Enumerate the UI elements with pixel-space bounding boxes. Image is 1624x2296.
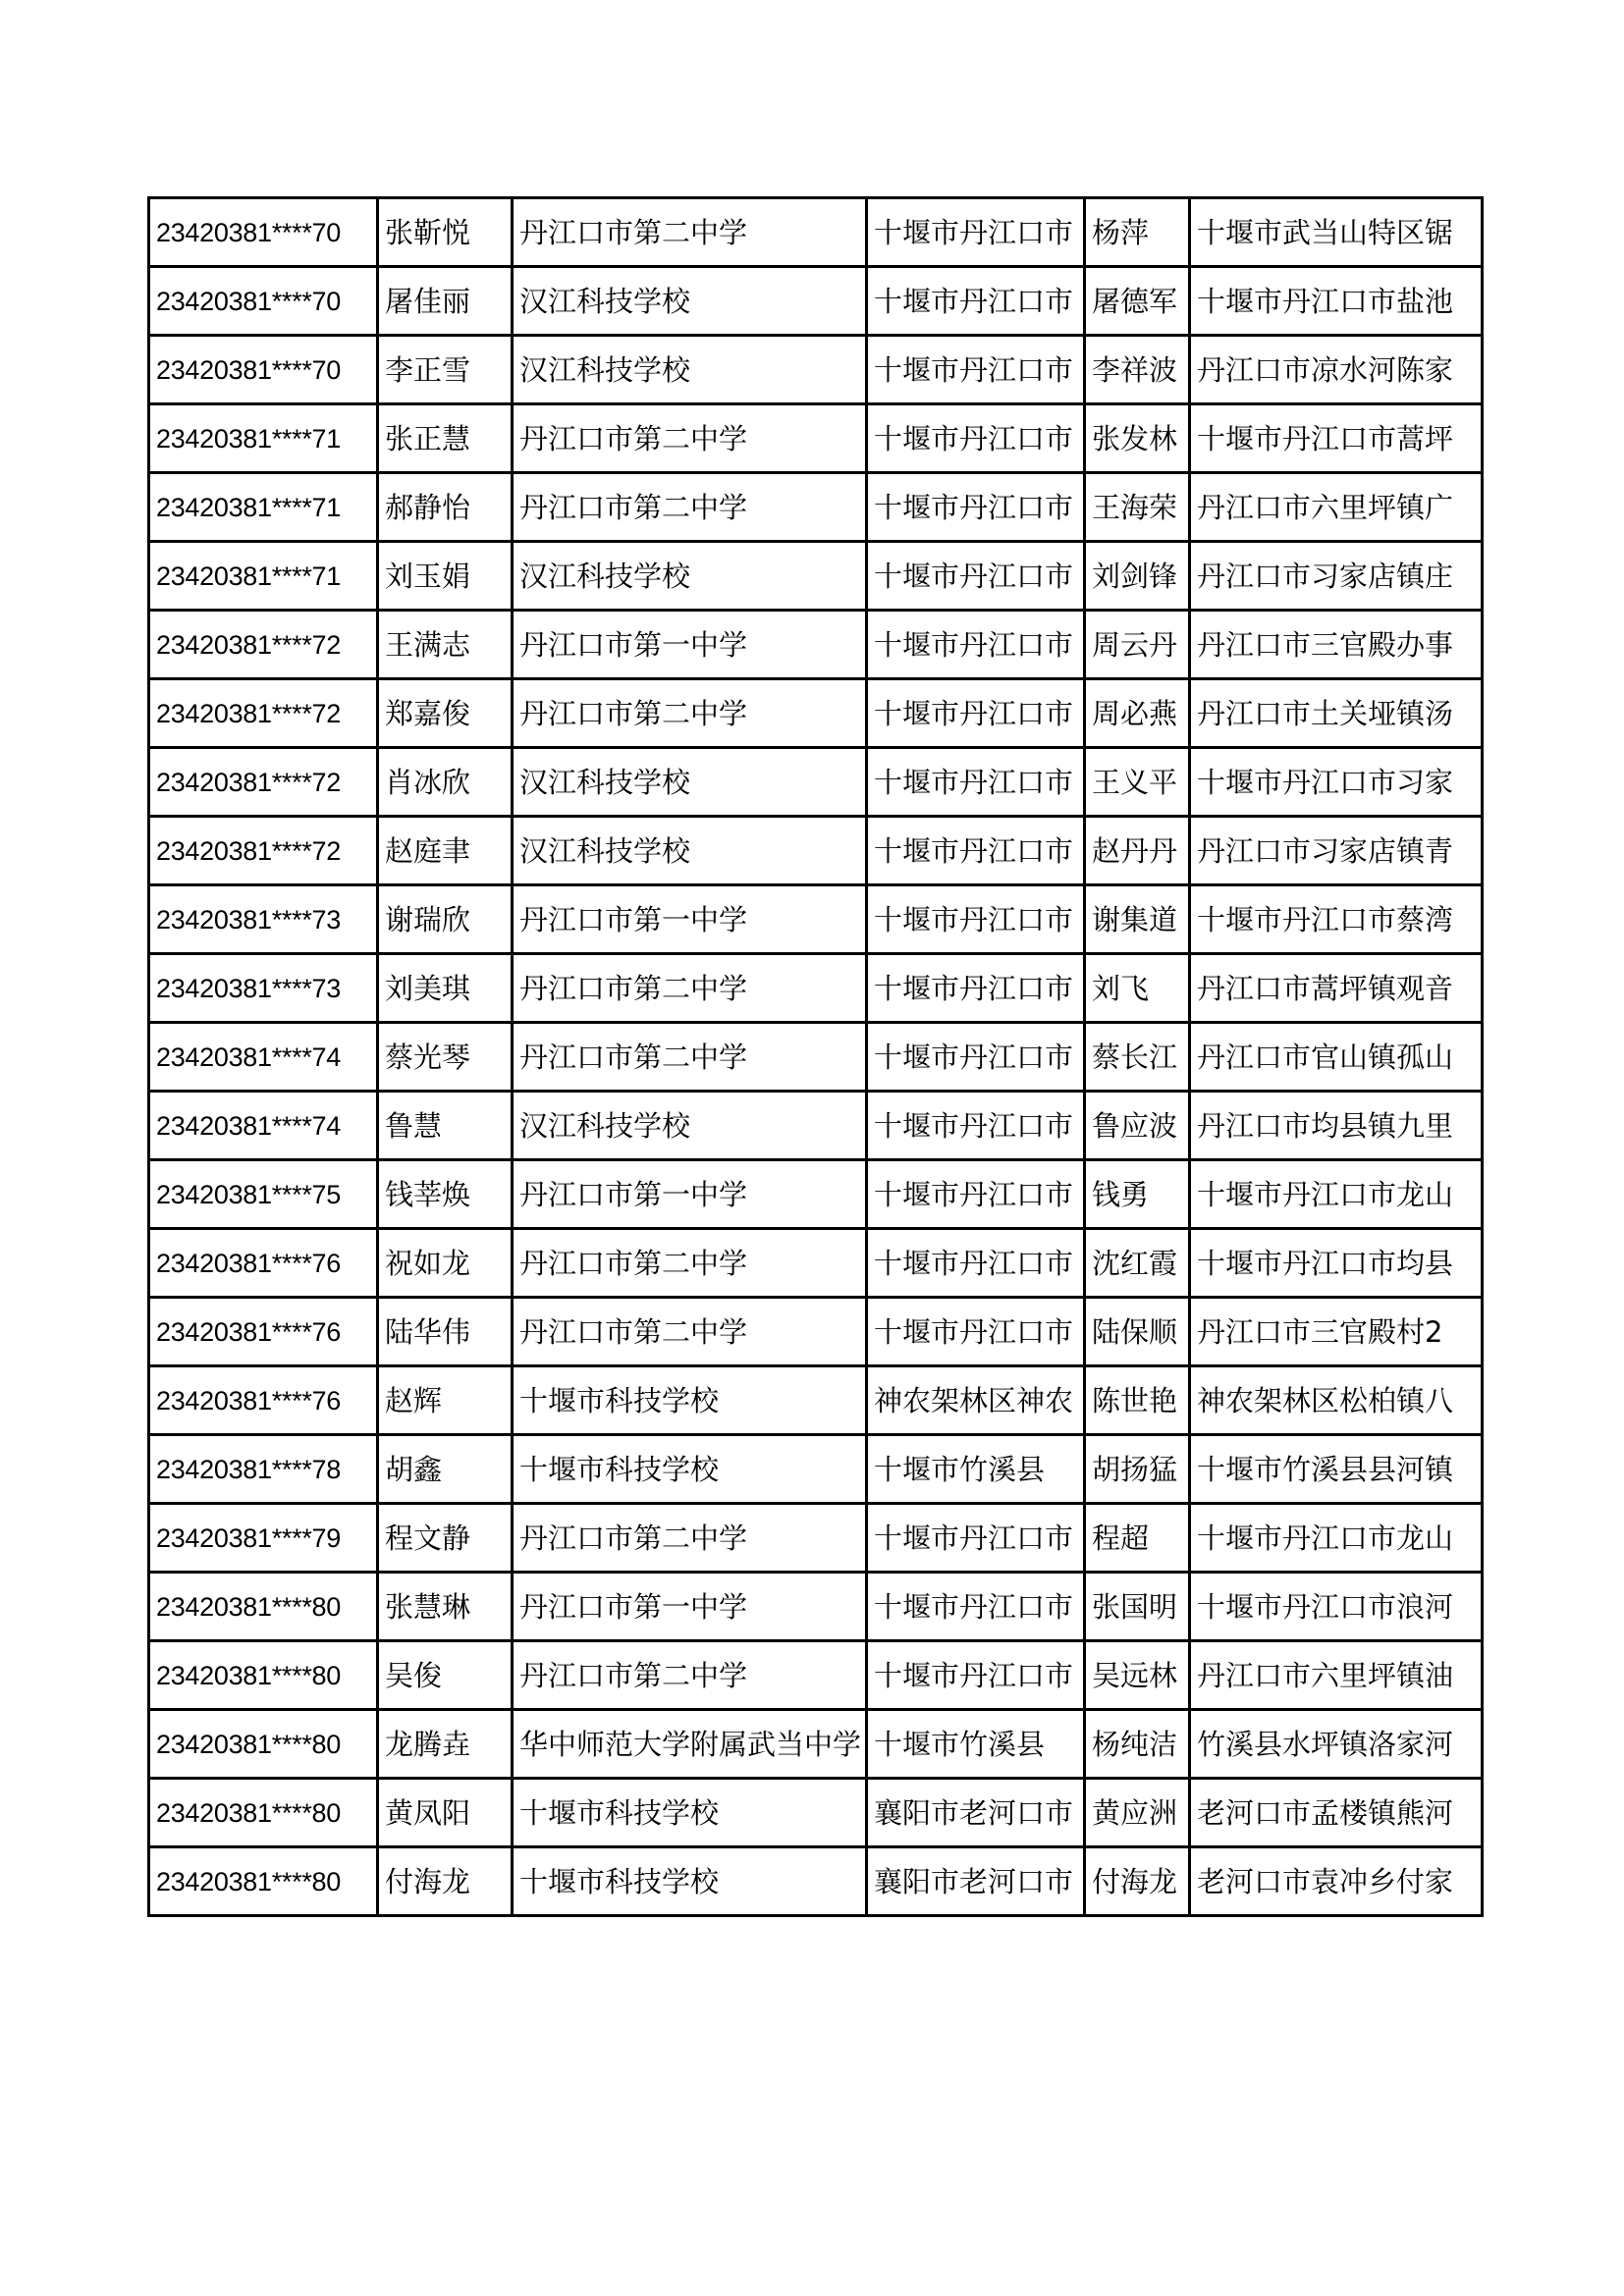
student-name-cell: 张正慧 — [378, 404, 513, 473]
guardian-name-cell: 付海龙 — [1085, 1847, 1190, 1916]
address-cell: 老河口市袁冲乡付家 — [1190, 1847, 1483, 1916]
address-cell: 丹江口市习家店镇庄 — [1190, 542, 1483, 611]
table-row — [149, 1160, 1483, 1229]
address-cell: 丹江口市习家店镇青 — [1190, 817, 1483, 885]
table-row — [149, 1779, 1483, 1847]
table-row — [149, 336, 1483, 404]
guardian-name-cell: 鲁应波 — [1085, 1092, 1190, 1160]
address-cell: 十堰市丹江口市蒿坪 — [1190, 404, 1483, 473]
address-cell: 丹江口市三官殿村2 — [1190, 1298, 1483, 1366]
student-id-cell: 23420381****70 — [149, 336, 378, 404]
student-id-cell: 23420381****80 — [149, 1641, 378, 1710]
student-name-cell: 胡鑫 — [378, 1435, 513, 1504]
guardian-name-cell: 钱勇 — [1085, 1160, 1190, 1229]
school-cell: 汉江科技学校 — [513, 336, 867, 404]
guardian-name-cell: 胡扬猛 — [1085, 1435, 1190, 1504]
table-row — [149, 1504, 1483, 1573]
student-id-cell: 23420381****80 — [149, 1710, 378, 1779]
table-row — [149, 1435, 1483, 1504]
region-cell: 十堰市丹江口市 — [867, 954, 1085, 1023]
student-name-cell: 钱莘焕 — [378, 1160, 513, 1229]
student-name-cell: 赵庭聿 — [378, 817, 513, 885]
address-cell: 十堰市竹溪县县河镇 — [1190, 1435, 1483, 1504]
address-cell: 丹江口市凉水河陈家 — [1190, 336, 1483, 404]
student-id-cell: 23420381****72 — [149, 679, 378, 748]
student-name-cell: 谢瑞欣 — [378, 885, 513, 954]
school-cell: 丹江口市第一中学 — [513, 1160, 867, 1229]
student-id-cell: 23420381****80 — [149, 1779, 378, 1847]
table-row — [149, 1641, 1483, 1710]
address-cell: 丹江口市均县镇九里 — [1190, 1092, 1483, 1160]
student-name-cell: 肖冰欣 — [378, 748, 513, 817]
school-cell: 丹江口市第二中学 — [513, 1298, 867, 1366]
guardian-name-cell: 蔡长江 — [1085, 1023, 1190, 1092]
address-cell: 十堰市丹江口市均县 — [1190, 1229, 1483, 1298]
address-cell: 十堰市丹江口市龙山 — [1190, 1504, 1483, 1573]
table-row — [149, 611, 1483, 679]
region-cell: 十堰市丹江口市 — [867, 473, 1085, 542]
student-name-cell: 程文静 — [378, 1504, 513, 1573]
table-row — [149, 748, 1483, 817]
student-id-cell: 23420381****76 — [149, 1366, 378, 1435]
school-cell: 丹江口市第一中学 — [513, 1573, 867, 1641]
address-cell: 丹江口市六里坪镇油 — [1190, 1641, 1483, 1710]
student-id-cell: 23420381****76 — [149, 1229, 378, 1298]
address-cell: 十堰市丹江口市习家 — [1190, 748, 1483, 817]
student-id-cell: 23420381****72 — [149, 611, 378, 679]
guardian-name-cell: 沈红霞 — [1085, 1229, 1190, 1298]
student-name-cell: 郝静怡 — [378, 473, 513, 542]
region-cell: 十堰市竹溪县 — [867, 1710, 1085, 1779]
guardian-name-cell: 杨纯洁 — [1085, 1710, 1190, 1779]
address-cell: 十堰市丹江口市浪河 — [1190, 1573, 1483, 1641]
student-id-cell: 23420381****79 — [149, 1504, 378, 1573]
region-cell: 十堰市丹江口市 — [867, 817, 1085, 885]
region-cell: 十堰市丹江口市 — [867, 611, 1085, 679]
guardian-name-cell: 程超 — [1085, 1504, 1190, 1573]
school-cell: 丹江口市第二中学 — [513, 473, 867, 542]
table-row — [149, 542, 1483, 611]
school-cell: 丹江口市第二中学 — [513, 954, 867, 1023]
school-cell: 汉江科技学校 — [513, 1092, 867, 1160]
student-id-cell: 23420381****72 — [149, 817, 378, 885]
region-cell: 十堰市丹江口市 — [867, 1229, 1085, 1298]
student-id-cell: 23420381****71 — [149, 404, 378, 473]
address-cell: 丹江口市六里坪镇广 — [1190, 473, 1483, 542]
guardian-name-cell: 周必燕 — [1085, 679, 1190, 748]
student-id-cell: 23420381****71 — [149, 473, 378, 542]
student-id-cell: 23420381****70 — [149, 198, 378, 267]
student-name-cell: 刘美琪 — [378, 954, 513, 1023]
school-cell: 丹江口市第二中学 — [513, 1504, 867, 1573]
region-cell: 神农架林区神农 — [867, 1366, 1085, 1435]
region-cell: 十堰市丹江口市 — [867, 1504, 1085, 1573]
address-cell: 神农架林区松柏镇八 — [1190, 1366, 1483, 1435]
school-cell: 丹江口市第二中学 — [513, 404, 867, 473]
table-row — [149, 1847, 1483, 1916]
address-cell: 丹江口市土关垭镇汤 — [1190, 679, 1483, 748]
address-cell: 丹江口市三官殿办事 — [1190, 611, 1483, 679]
school-cell: 丹江口市第二中学 — [513, 679, 867, 748]
guardian-name-cell: 屠德军 — [1085, 267, 1190, 336]
student-name-cell: 张慧琳 — [378, 1573, 513, 1641]
table-row — [149, 1573, 1483, 1641]
region-cell: 十堰市丹江口市 — [867, 336, 1085, 404]
guardian-name-cell: 杨萍 — [1085, 198, 1190, 267]
student-name-cell: 黄凤阳 — [378, 1779, 513, 1847]
address-cell: 十堰市丹江口市盐池 — [1190, 267, 1483, 336]
school-cell: 汉江科技学校 — [513, 748, 867, 817]
region-cell: 襄阳市老河口市 — [867, 1779, 1085, 1847]
table-row — [149, 817, 1483, 885]
student-name-cell: 付海龙 — [378, 1847, 513, 1916]
address-cell: 十堰市丹江口市蔡湾 — [1190, 885, 1483, 954]
student-id-cell: 23420381****72 — [149, 748, 378, 817]
guardian-name-cell: 张发林 — [1085, 404, 1190, 473]
guardian-name-cell: 李祥波 — [1085, 336, 1190, 404]
student-name-cell: 陆华伟 — [378, 1298, 513, 1366]
student-name-cell: 吴俊 — [378, 1641, 513, 1710]
school-cell: 丹江口市第二中学 — [513, 198, 867, 267]
guardian-name-cell: 王义平 — [1085, 748, 1190, 817]
student-name-cell: 刘玉娟 — [378, 542, 513, 611]
table-row — [149, 404, 1483, 473]
table-row — [149, 267, 1483, 336]
student-name-cell: 李正雪 — [378, 336, 513, 404]
region-cell: 十堰市丹江口市 — [867, 1573, 1085, 1641]
region-cell: 十堰市丹江口市 — [867, 1023, 1085, 1092]
address-cell: 丹江口市官山镇孤山 — [1190, 1023, 1483, 1092]
student-id-cell: 23420381****73 — [149, 954, 378, 1023]
school-cell: 十堰市科技学校 — [513, 1779, 867, 1847]
guardian-name-cell: 刘剑锋 — [1085, 542, 1190, 611]
table-row — [149, 1023, 1483, 1092]
school-cell: 丹江口市第二中学 — [513, 1023, 867, 1092]
guardian-name-cell: 周云丹 — [1085, 611, 1190, 679]
region-cell: 十堰市丹江口市 — [867, 267, 1085, 336]
region-cell: 十堰市丹江口市 — [867, 1641, 1085, 1710]
student-name-cell: 张靳悦 — [378, 198, 513, 267]
school-cell: 十堰市科技学校 — [513, 1847, 867, 1916]
guardian-name-cell: 张国明 — [1085, 1573, 1190, 1641]
address-cell: 丹江口市蒿坪镇观音 — [1190, 954, 1483, 1023]
address-cell: 竹溪县水坪镇洛家河 — [1190, 1710, 1483, 1779]
student-name-cell: 王满志 — [378, 611, 513, 679]
student-id-cell: 23420381****73 — [149, 885, 378, 954]
guardian-name-cell: 陆保顺 — [1085, 1298, 1190, 1366]
address-cell: 老河口市孟楼镇熊河 — [1190, 1779, 1483, 1847]
region-cell: 十堰市丹江口市 — [867, 1092, 1085, 1160]
school-cell: 十堰市科技学校 — [513, 1435, 867, 1504]
guardian-name-cell: 黄应洲 — [1085, 1779, 1190, 1847]
guardian-name-cell: 刘飞 — [1085, 954, 1190, 1023]
student-id-cell: 23420381****76 — [149, 1298, 378, 1366]
student-id-cell: 23420381****80 — [149, 1847, 378, 1916]
student-name-cell: 鲁慧 — [378, 1092, 513, 1160]
table-row — [149, 1092, 1483, 1160]
region-cell: 襄阳市老河口市 — [867, 1847, 1085, 1916]
student-id-cell: 23420381****70 — [149, 267, 378, 336]
region-cell: 十堰市丹江口市 — [867, 679, 1085, 748]
school-cell: 华中师范大学附属武当中学 — [513, 1710, 867, 1779]
roster-table — [147, 196, 1484, 1917]
region-cell: 十堰市丹江口市 — [867, 885, 1085, 954]
student-name-cell: 祝如龙 — [378, 1229, 513, 1298]
guardian-name-cell: 谢集道 — [1085, 885, 1190, 954]
region-cell: 十堰市丹江口市 — [867, 198, 1085, 267]
guardian-name-cell: 吴远林 — [1085, 1641, 1190, 1710]
roster-table-body — [149, 198, 1483, 1916]
student-name-cell: 郑嘉俊 — [378, 679, 513, 748]
table-row — [149, 1229, 1483, 1298]
region-cell: 十堰市丹江口市 — [867, 748, 1085, 817]
guardian-name-cell: 赵丹丹 — [1085, 817, 1190, 885]
address-cell: 十堰市丹江口市龙山 — [1190, 1160, 1483, 1229]
student-id-cell: 23420381****74 — [149, 1092, 378, 1160]
table-row — [149, 1366, 1483, 1435]
student-id-cell: 23420381****71 — [149, 542, 378, 611]
guardian-name-cell: 王海荣 — [1085, 473, 1190, 542]
student-id-cell: 23420381****80 — [149, 1573, 378, 1641]
table-row — [149, 885, 1483, 954]
student-id-cell: 23420381****74 — [149, 1023, 378, 1092]
address-cell: 十堰市武当山特区锯 — [1190, 198, 1483, 267]
region-cell: 十堰市丹江口市 — [867, 404, 1085, 473]
school-cell: 汉江科技学校 — [513, 817, 867, 885]
region-cell: 十堰市丹江口市 — [867, 1160, 1085, 1229]
student-name-cell: 蔡光琴 — [378, 1023, 513, 1092]
school-cell: 汉江科技学校 — [513, 267, 867, 336]
student-name-cell: 屠佳丽 — [378, 267, 513, 336]
school-cell: 丹江口市第一中学 — [513, 885, 867, 954]
table-row — [149, 1298, 1483, 1366]
table-row — [149, 1710, 1483, 1779]
table-row — [149, 954, 1483, 1023]
region-cell: 十堰市竹溪县 — [867, 1435, 1085, 1504]
table-row — [149, 679, 1483, 748]
student-id-cell: 23420381****75 — [149, 1160, 378, 1229]
school-cell: 丹江口市第二中学 — [513, 1229, 867, 1298]
table-row — [149, 198, 1483, 267]
student-name-cell: 龙腾垚 — [378, 1710, 513, 1779]
school-cell: 丹江口市第二中学 — [513, 1641, 867, 1710]
region-cell: 十堰市丹江口市 — [867, 542, 1085, 611]
school-cell: 汉江科技学校 — [513, 542, 867, 611]
student-id-cell: 23420381****78 — [149, 1435, 378, 1504]
school-cell: 丹江口市第一中学 — [513, 611, 867, 679]
school-cell: 十堰市科技学校 — [513, 1366, 867, 1435]
student-name-cell: 赵辉 — [378, 1366, 513, 1435]
table-row — [149, 473, 1483, 542]
guardian-name-cell: 陈世艳 — [1085, 1366, 1190, 1435]
region-cell: 十堰市丹江口市 — [867, 1298, 1085, 1366]
